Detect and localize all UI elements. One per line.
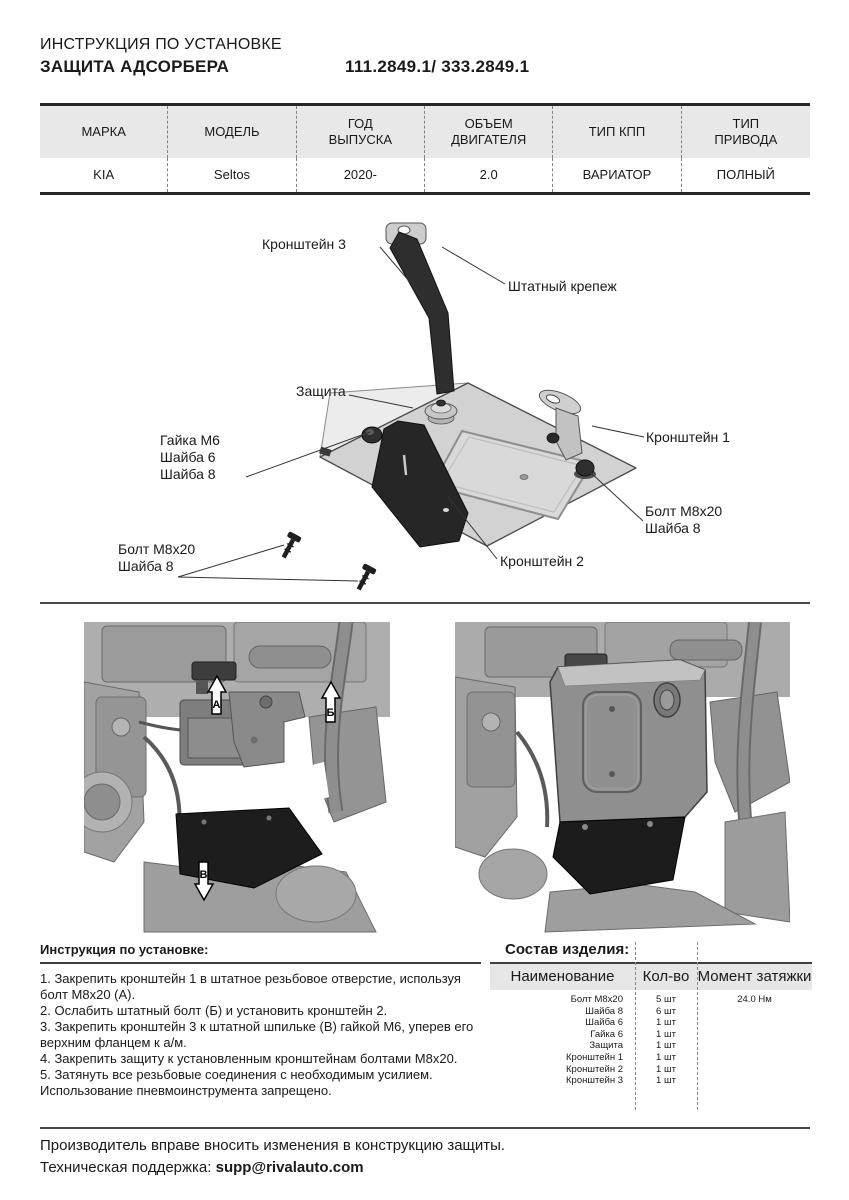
photo-mount-points [84,622,390,938]
spec-value-drive: ПОЛНЫЙ [716,167,775,182]
instructions-title: Инструкция по установке: [40,942,209,957]
spec-col-gearbox: ТИП КПП [553,106,681,158]
callout-bracket1: Кронштейн 1 [646,429,730,445]
spec-value-model: Seltos [168,158,296,192]
spec-header-row [40,106,810,158]
spec-col-drive: ТИП ПРИВОДА [714,116,778,147]
spec-value-year: 2020- [297,158,425,192]
instruction-step: 4. Закрепить защиту к установленным кронштейнам болтами М8х20. [40,1051,458,1066]
underbody-scene [84,622,390,932]
svg-text:В: В [199,869,208,881]
parts-row: Кронштейн 1 1 шт [566,1051,676,1063]
spec-value-brand: KIA [40,158,168,192]
spec-col-model: МОДЕЛЬ [168,106,296,158]
nut-m6-shape [362,427,382,443]
footer-support [40,1159,364,1176]
bracket3-shape [390,232,454,394]
photo-installed-guard [455,622,790,938]
callout-bracket2: Кронштейн 2 [500,553,584,569]
parts-col-torque: Момент затяжки [697,968,812,985]
parts-row: Кронштейн 3 1 шт [566,1075,676,1087]
parts-row: Шайба 6 1 шт [585,1017,676,1029]
svg-text:А: А [212,699,221,711]
part-numbers: 111.2849.1/ 333.2849.1 [345,57,530,76]
svg-text:Б: Б [326,707,335,719]
parts-row: Кронштейн 2 1 шт [566,1063,676,1075]
parts-col-name: Наименование [510,968,615,985]
loose-bolt-2-shape [352,563,377,593]
spec-col-engine: ОБЪЕМ ДВИГАТЕЛЯ [425,106,553,158]
divider-top [40,602,810,604]
callout-oem-fastener: Штатный крепеж [508,278,617,294]
instruction-step: 5. Затянуть все резьбовые соединения с необходимым усилием. [40,1067,433,1082]
spec-value-row [40,158,810,192]
parts-row: Шайба 8 6 шт [585,1005,676,1017]
spec-col-brand: МАРКА [40,106,168,158]
spec-value-engine: 2.0 [425,158,553,192]
instruction-step: 3. Закрепить кронштейн 3 к штатной шпильке (В) гайкой М6, уперев его верхним фланцем к а/м. [40,1019,474,1050]
instructions-list [40,971,492,1099]
callout-guard: Защита [296,383,346,399]
instruction-step: 1. Закрепить кронштейн 1 в штатное резьбовое отверстие, используя болт М8х20 (А). [40,971,461,1002]
spec-col-year: ГОД ВЫПУСКА [297,106,425,158]
divider-bottom [40,1127,810,1129]
instruction-step: 2. Ослабить штатный болт (Б) и установить кронштейн 2. [40,1003,388,1018]
instructions-underline [40,962,481,964]
parts-title: Состав изделия: [505,941,630,958]
parts-col-qty: Кол-во [642,968,690,985]
doc-type-label: ИНСТРУКЦИЯ ПО УСТАНОВКЕ [40,36,282,53]
parts-row: Болт М8х20 5 шт 24.0 Нм [570,994,772,1005]
support-label: Техническая поддержка: [40,1159,216,1176]
spec-value-gearbox: ВАРИАТОР [553,158,681,192]
parts-row: Гайка 6 1 шт [590,1028,676,1040]
parts-rows [490,994,812,1087]
callout-bracket3: Кронштейн 3 [262,236,346,252]
footer-disclaimer: Производитель вправе вносить изменения в конструкцию защиты. [40,1137,506,1154]
parts-row: Защита 1 шт [589,1040,676,1052]
callout-bolt-left: Болт М8х20 Шайба 8 [118,541,196,574]
installed-guard-shape [550,660,707,894]
support-email: supp@rivalauto.com [215,1159,364,1176]
page-title: ЗАЩИТА АДСОРБЕРА [40,57,230,76]
vehicle-spec-table [40,103,810,195]
instruction-note: Использование пневмоинструмента запрещено. [40,1083,332,1098]
callout-nut-block: Гайка М6 Шайба 6 Шайба 8 [160,432,220,482]
callout-bolt-right: Болт М8х20 Шайба 8 [645,503,723,536]
